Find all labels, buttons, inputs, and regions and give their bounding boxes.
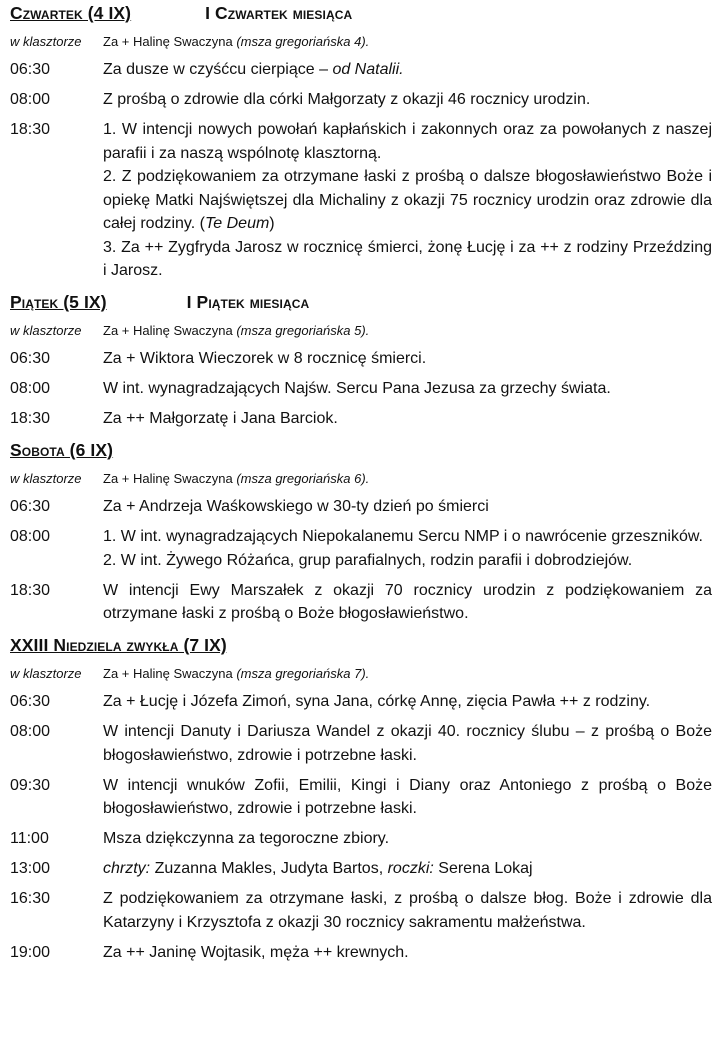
mass-entry (10, 579, 712, 626)
mass-entry (10, 58, 712, 82)
mass-intention: W intencji Danuty i Dariusza Wandel z okazji 40. rocznicy ślubu – z prośbą o Boże błogosławieństwo, zdrowie i potrzebne łaski. (103, 723, 712, 764)
monastery-note: (msza gregoriańska 6). (236, 471, 370, 486)
monastery-intention: Za + Halinę Swaczyna (103, 323, 233, 338)
mass-intention: Msza dziękczynna za tegoroczne zbiory. (103, 830, 390, 847)
intention-part: 1. W int. wynagradzających Niepokalanemu Sercu NMP i o nawrócenie grzeszników. (103, 528, 703, 545)
mass-time: 08:00 (10, 528, 51, 545)
monastery-label: w klasztorze (10, 471, 82, 486)
mass-time: 09:30 (10, 776, 51, 794)
mass-time: 08:00 (10, 380, 51, 397)
mass-entry (10, 857, 712, 881)
monastery-line (10, 315, 712, 347)
mass-time: 18:30 (10, 121, 51, 138)
day-thursday (10, 0, 712, 283)
day-heading (10, 632, 712, 658)
monastery-line (10, 658, 712, 690)
mass-intention: W intencji wnuków Zofii, Emilii, Kingi i Diany oraz Antoniego z prośbą o Boże błogosławieństwo, zdrowie i potrzebne łaski. (103, 776, 712, 817)
mass-time: 16:30 (10, 890, 51, 907)
mass-intention: Za + Łucję i Józefa Zimoń, syna Jana, córkę Annę, zięcia Pawła ++ z rodziny. (103, 693, 651, 710)
monastery-label: w klasztorze (10, 323, 82, 338)
day-title: XXIII Niedziela zwykła (7 IX) (10, 635, 227, 655)
mass-time: 06:30 (10, 498, 51, 515)
mass-entry (10, 347, 712, 371)
mass-intention: Za + Andrzeja Waśkowskiego w 30-ty dzień po śmierci (103, 498, 489, 515)
mass-time: 08:00 (10, 723, 51, 740)
baptisms-label: chrzty: (103, 860, 151, 877)
monastery-note: (msza gregoriańska 7). (236, 666, 370, 681)
day-heading (10, 437, 712, 463)
first-birthdays-label: roczki: (387, 860, 434, 877)
mass-entry (10, 827, 712, 851)
monastery-note: (msza gregoriańska 4). (236, 34, 370, 49)
mass-time: 06:30 (10, 693, 51, 710)
monastery-note: (msza gregoriańska 5). (236, 323, 370, 338)
monastery-label: w klasztorze (10, 666, 82, 681)
intention-part: 1. W intencji nowych powołań kapłańskich i zakonnych oraz za powołanych z naszej parafii i za naszą wspólnotę klasztorną. (103, 121, 712, 162)
monastery-intention: Za + Halinę Swaczyna (103, 666, 233, 681)
mass-entry (10, 690, 712, 714)
mass-intention: Za dusze w czyśćcu cierpiące – od Natalii. (103, 61, 404, 78)
first-birthdays-names: Serena Lokaj (438, 860, 533, 877)
mass-time: 06:30 (10, 61, 51, 78)
mass-entry (10, 525, 712, 572)
mass-intention (103, 525, 712, 572)
day-saturday (10, 437, 712, 626)
mass-entry (10, 88, 712, 112)
mass-entry (10, 774, 712, 821)
day-title: Sobota (6 IX) (10, 440, 114, 460)
mass-entry (10, 720, 712, 767)
intention-part: 2. Z podziękowaniem za otrzymane łaski z prośbą o dalsze błogosławieństwo Boże i opiekę Matki Najświętszej dla Michaliny z okazji 75 rocznicy urodzin oraz zdrowie dla całej rodziny. (Te Deum) (103, 168, 712, 232)
monastery-label: w klasztorze (10, 34, 82, 49)
day-friday (10, 289, 712, 431)
baptisms-names: Zuzanna Makles, Judyta Bartos, (154, 860, 384, 877)
mass-intention: W int. wynagradzających Najśw. Sercu Pana Jezusa za grzechy świata. (103, 380, 611, 397)
mass-intention (103, 857, 712, 881)
mass-intention: Za ++ Małgorzatę i Jana Barciok. (103, 410, 338, 427)
day-sunday (10, 632, 712, 964)
monastery-intention: Za + Halinę Swaczyna (103, 471, 233, 486)
mass-time: 18:30 (10, 581, 51, 599)
mass-intention: Z prośbą o zdrowie dla córki Małgorzaty z okazji 46 rocznicy urodzin. (103, 91, 591, 108)
day-heading (10, 289, 712, 315)
mass-intention: W intencji Ewy Marszałek z okazji 70 rocznicy urodzin z podziękowaniem za otrzymane łaski z prośbą o Boże błogosławieństwo. (103, 581, 712, 622)
mass-time: 19:00 (10, 943, 51, 961)
mass-intention (103, 118, 712, 283)
day-heading (10, 0, 712, 26)
mass-intention: Za ++ Janinę Wojtasik, męża ++ krewnych. (103, 943, 409, 961)
mass-time: 18:30 (10, 410, 51, 427)
day-title: Piątek (5 IX) (10, 292, 107, 312)
monastery-line (10, 26, 712, 58)
intention-part: 2. W int. Żywego Różańca, grup parafialnych, rodzin parafii i dobrodziejów. (103, 551, 633, 569)
mass-entry (10, 941, 712, 965)
day-title: Czwartek (4 IX) (10, 3, 132, 23)
monastery-line (10, 463, 712, 495)
day-extra: I Czwartek miesiąca (205, 3, 353, 23)
mass-time: 08:00 (10, 91, 51, 108)
day-extra: I Piątek miesiąca (186, 292, 310, 312)
mass-entry (10, 495, 712, 519)
mass-entry (10, 377, 712, 401)
mass-intention: Za + Wiktora Wieczorek w 8 rocznicę śmierci. (103, 350, 427, 367)
mass-entry (10, 118, 712, 283)
mass-time: 06:30 (10, 350, 51, 367)
intention-part: 3. Za ++ Zygfryda Jarosz w rocznicę śmierci, żonę Łucję i za ++ z rodziny Przeździng i Jarosz. (103, 238, 712, 279)
mass-entry (10, 887, 712, 934)
mass-intention: Z podziękowaniem za otrzymane łaski, z prośbą o dalsze błog. Boże i zdrowie dla Katarzyny i Krzysztofa z okazji 30 rocznicy sakramentu małżeństwa. (103, 890, 712, 931)
mass-time: 13:00 (10, 860, 51, 877)
monastery-intention: Za + Halinę Swaczyna (103, 34, 233, 49)
mass-time: 11:00 (10, 830, 49, 847)
mass-entry (10, 407, 712, 431)
